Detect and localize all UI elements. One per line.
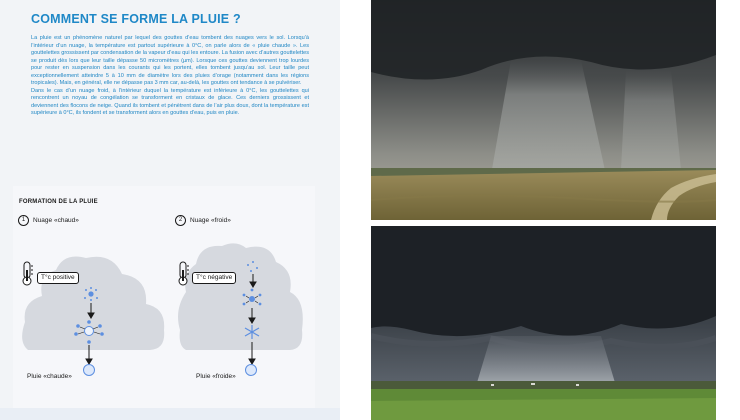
shelf-cloud-photo (371, 226, 716, 420)
storm-field-photo (371, 0, 716, 220)
cold-temperature-tag: T°c négative (192, 272, 236, 284)
rain-formation-diagram (0, 0, 340, 420)
warm-cloud-icon (22, 257, 164, 351)
cold-rain-caption: Pluie «froide» (196, 373, 236, 380)
step-number-2: 2 (175, 215, 186, 226)
step-number-1: 1 (18, 215, 29, 226)
thermometer-icon (23, 262, 33, 285)
raindrop-icon (246, 365, 257, 376)
paragraph-cold-rain: Dans le cas d’un nuage froid, à l’intérieur duquel la température est inférieure à 0°C, les gouttelettes qui rencontrent un noyau de congélation se transforment en cristaux de glace. Ces derniers grossissent et deviennent des flocons de neige. Quand ils tombent et pénètrent dans de l’air plus doux, dont la température est supérieure à 0°C, ils fondent et se transforment alors en gouttes d’eau, puis en pluie. (31, 87, 309, 117)
cold-cloud-icon (178, 243, 303, 350)
step-cold-label: Nuage «froid» (190, 217, 231, 224)
paragraph-warm-rain: La pluie est un phénomène naturel par lequel des gouttes d’eau tombent des nuages vers le sol. Lorsqu’à l’intérieur d’un nuage, la température est partout supérieure à 0°C, on parle alors de « pluie chaude ». Les gouttelettes grossissent par condensation de la vapeur d’eau qui les entoure. La fusion avec d’autres gouttelettes se produit dès lors que leur taille dépasse 50 micromètres (µm). Lorsque ces gouttes deviennent trop lourdes pour rester en suspension dans les courants qui les portent, elles tombent jusqu’au sol. Leur taille peut exceptionnellement atteindre 5 à 10 mm de diamètre lors des pluies d’orage (notamment dans les régions tropicales). Mais, en général, elle ne dépasse pas 3 mm car, au-delà, les gouttes ont tendance à se pulvériser. (31, 35, 309, 87)
diagram-heading: FORMATION DE LA PLUIE (19, 199, 98, 205)
article-title: COMMENT SE FORME LA PLUIE ? (31, 12, 241, 26)
warm-rain-caption: Pluie «chaude» (27, 373, 72, 380)
raindrop-icon (84, 365, 95, 376)
warm-temperature-tag: T°c positive (37, 272, 79, 284)
step-warm-label: Nuage «chaud» (33, 217, 79, 224)
